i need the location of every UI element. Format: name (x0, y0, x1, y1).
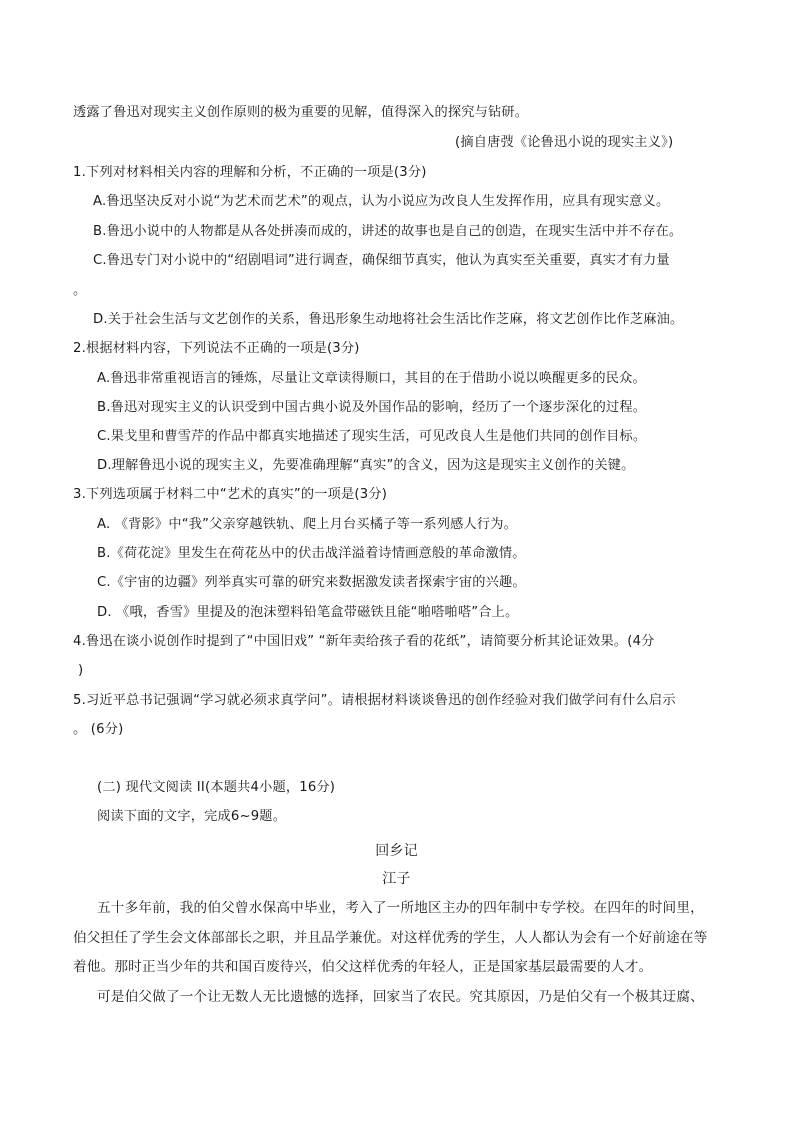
q3-option-c: C.《宇宙的边疆》列举真实可靠的研究来数据激发读者探索宇宙的兴趣。 (97, 575, 526, 590)
source-citation: (摘自唐弢《论鲁迅小说的现实主义》) (455, 135, 674, 150)
q1-option-c: C.鲁迅专门对小说中的“绍剧唱词”进行调查，确保细节真实，他认为真实至关重要，真实才有力量 (93, 253, 670, 268)
q2-stem: 2.根据材料内容，下列说法不正确的一项是(3分) (73, 341, 360, 356)
article-title: 回乡记 (375, 843, 418, 859)
q4-stem: 4.鲁迅在谈小说创作时提到了“中国旧戏” “新年卖给孩子看的花纸”，请简要分析其论证效果。(4分 (73, 634, 655, 649)
paragraph-1-line-2: 伯父担任了学生会文体部部长之职，并且品学兼优。对这样优秀的学生，人人都认为会有一个好前途在等 (73, 930, 708, 946)
q1-option-d: D.关于社会生活与文艺创作的关系，鲁迅形象生动地将社会生活比作芝麻，将文艺创作比作芝麻油。 (93, 312, 684, 327)
q1-option-b: B.鲁迅小说中的人物都是从各处拼凑而成的，讲述的故事也是自己的创造，在现实生活中并不存在。 (93, 224, 683, 239)
q1-stem: 1.下列对材料相关内容的理解和分析，不正确的一项是(3分) (73, 165, 427, 180)
q1-option-a: A.鲁迅坚决反对小说“为艺术而艺术”的观点，认为小说应为改良人生发挥作用，应具有现实意义。 (93, 194, 670, 209)
q3-option-d: D. 《哦，香雪》里提及的泡沫塑料铅笔盒带磁铁且能“啪嗒啪嗒”合上。 (97, 605, 519, 620)
q4-stem-wrap: ) (78, 663, 84, 678)
q2-option-b: B.鲁迅对现实主义的认识受到中国古典小说及外国作品的影响，经历了一个逐步深化的过程。 (97, 400, 647, 415)
q5-stem-wrap: 。 (6分) (73, 722, 124, 737)
q2-option-d: D.理解鲁迅小说的现实主义，先要准确理解“真实”的含义，因为这是现实主义创作的关键。 (97, 458, 635, 473)
section-heading: (二) 现代文阅读 II(本题共4小题，16分) (97, 780, 336, 795)
paragraph-2-line-1: 可是伯父做了一个让无数人无比遗憾的选择，回家当了农民。究其原因，乃是伯父有一个极其迂腐、 (97, 989, 704, 1005)
intro-tail-line: 透露了鲁迅对现实主义创作原则的极为重要的见解，值得深入的探究与钻研。 (73, 105, 529, 120)
q2-option-a: A.鲁迅非常重视语言的锤炼，尽量让文章读得顺口，其目的在于借助小说以唤醒更多的民众。 (97, 371, 646, 386)
q3-option-a: A. 《背影》中“我”父亲穿越铁轨、爬上月台买橘子等一系列感人行为。 (97, 517, 518, 532)
q3-option-b: B.《荷花淀》里发生在荷花丛中的伏击战洋溢着诗情画意般的革命激情。 (97, 546, 526, 561)
q5-stem: 5.习近平总书记强调“学习就必须求真学问”。请根据材料谈谈鲁迅的创作经验对我们做学问有什么启示 (73, 693, 676, 708)
q3-stem: 3.下列选项属于材料二中“艺术的真实”的一项是(3分) (73, 487, 388, 502)
q2-option-c: C.果戈里和曹雪芹的作品中都真实地描述了现实生活，可见改良人生是他们共同的创作目标。 (97, 429, 647, 444)
paragraph-1-line-3: 着他。那时正当少年的共和国百废待兴，伯父这样优秀的年轻人，正是国家基层最需要的人才。 (73, 959, 653, 975)
section-instruction: 阅读下面的文字，完成6~9题。 (97, 809, 287, 824)
article-author: 江子 (382, 871, 411, 887)
q1-option-c-wrap: 。 (73, 283, 87, 298)
paragraph-1-line-1: 五十多年前，我的伯父曾水保高中毕业，考入了一所地区主办的四年制中专学校。在四年的时间里， (97, 900, 704, 916)
